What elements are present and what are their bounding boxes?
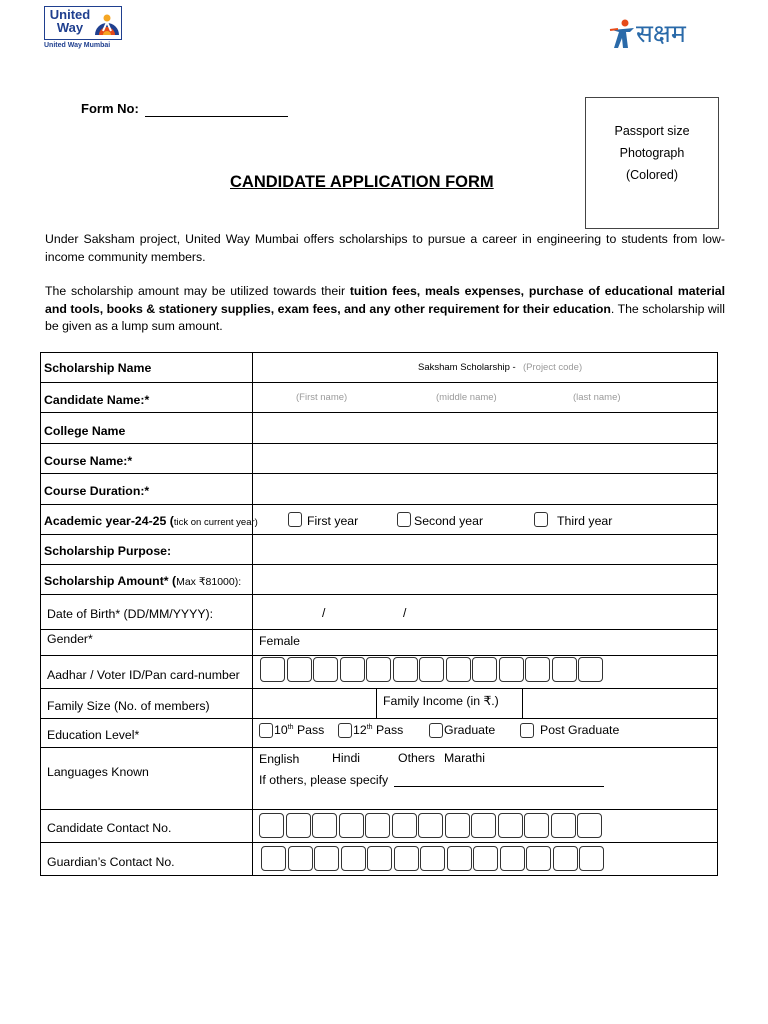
- college-name-label: College Name: [44, 424, 126, 438]
- guardian-contact-digit-box[interactable]: [473, 846, 498, 871]
- id-digit-box[interactable]: [340, 657, 365, 682]
- family-size-label: Family Size (No. of members): [47, 699, 210, 713]
- form-no-field[interactable]: [145, 116, 288, 117]
- guardian-contact-digit-box[interactable]: [526, 846, 551, 871]
- id-digit-box[interactable]: [419, 657, 444, 682]
- second-year-label: Second year: [414, 514, 484, 528]
- row-divider: [41, 747, 717, 748]
- row-divider: [41, 655, 717, 656]
- language-hindi[interactable]: Hindi: [332, 751, 361, 765]
- id-digit-box[interactable]: [393, 657, 418, 682]
- family-size-field[interactable]: [254, 689, 375, 717]
- row-divider: [41, 382, 717, 383]
- candidate-contact-digit-box[interactable]: [418, 813, 443, 838]
- twelfth-pass-label: [353, 723, 403, 737]
- united-way-line2: Way: [56, 20, 84, 35]
- candidate-name-label: Candidate Name:*: [44, 393, 150, 407]
- middle-name-field[interactable]: (middle name): [436, 392, 497, 403]
- candidate-contact-digit-box[interactable]: [551, 813, 576, 838]
- saksham-figure-icon: [608, 18, 638, 50]
- united-way-logo: [44, 6, 124, 54]
- languages-specify-field[interactable]: [394, 786, 604, 787]
- scholarship-name-label: Scholarship Name: [44, 361, 152, 375]
- row-divider: [41, 629, 717, 630]
- guardian-contact-digit-box[interactable]: [288, 846, 313, 871]
- candidate-contact-digit-box[interactable]: [471, 813, 496, 838]
- guardian-contact-digit-box[interactable]: [553, 846, 578, 871]
- candidate-contact-digit-box[interactable]: [498, 813, 523, 838]
- dob-label: Date of Birth* (DD/MM/YYYY):: [47, 607, 214, 621]
- candidate-contact-digit-box[interactable]: [339, 813, 364, 838]
- language-english[interactable]: English: [259, 752, 300, 766]
- first-year-label: First year: [307, 514, 359, 528]
- row-divider: [41, 809, 717, 810]
- guardian-contact-digit-box[interactable]: [420, 846, 445, 871]
- candidate-contact-digit-box[interactable]: [577, 813, 602, 838]
- saksham-logo: [608, 16, 703, 56]
- scholarship-amount-label: [44, 574, 241, 588]
- first-name-field[interactable]: (First name): [296, 392, 348, 403]
- academic-year-label-text: Academic year-24-25 (: [44, 514, 174, 528]
- candidate-contact-digit-box[interactable]: [445, 813, 470, 838]
- id-digit-box[interactable]: [313, 657, 338, 682]
- academic-year-label: [44, 514, 258, 528]
- scholarship-purpose-label: Scholarship Purpose:: [44, 544, 172, 558]
- id-digit-box[interactable]: [499, 657, 524, 682]
- saksham-wordmark: सक्षम: [636, 19, 686, 48]
- guardian-contact-digit-box[interactable]: [579, 846, 604, 871]
- languages-label: Languages Known: [47, 765, 149, 779]
- united-way-subtitle: United Way Mumbai: [44, 42, 111, 49]
- tenth-pass-checkbox[interactable]: [259, 723, 273, 738]
- third-year-label: Third year: [557, 514, 613, 528]
- course-duration-field[interactable]: [254, 474, 716, 503]
- tenth-num: 10: [274, 723, 288, 737]
- candidate-contact-digit-box[interactable]: [524, 813, 549, 838]
- united-way-wordmark: [47, 8, 93, 34]
- family-income-label: Family Income (in ₹.): [383, 694, 499, 708]
- scholarship-name-value: Saksham Scholarship -: [418, 362, 516, 373]
- usage-paragraph: [45, 283, 725, 336]
- course-name-label: Course Name:*: [44, 454, 133, 468]
- guardian-contact-digit-box[interactable]: [447, 846, 472, 871]
- photo-box-line2: Photograph: [619, 146, 685, 160]
- row-divider: [41, 594, 717, 595]
- id-digit-box[interactable]: [578, 657, 603, 682]
- row-divider: [41, 842, 717, 843]
- scholarship-purpose-field[interactable]: [254, 535, 716, 563]
- id-digit-box[interactable]: [552, 657, 577, 682]
- scholarship-amount-field[interactable]: [254, 565, 716, 593]
- photo-box-line3: (Colored): [625, 168, 679, 182]
- family-income-divider-left: [376, 688, 377, 718]
- family-income-divider-right: [522, 688, 523, 718]
- gender-value[interactable]: Female: [259, 634, 301, 648]
- graduate-checkbox[interactable]: [429, 723, 443, 738]
- id-digit-box[interactable]: [472, 657, 497, 682]
- united-way-line1: United: [49, 7, 91, 22]
- tenth-pass-label: [274, 723, 324, 737]
- gender-label: Gender*: [47, 632, 93, 646]
- family-income-field[interactable]: [524, 689, 716, 717]
- guardian-contact-digit-box[interactable]: [367, 846, 392, 871]
- post-graduate-checkbox[interactable]: [520, 723, 534, 738]
- candidate-contact-label: Candidate Contact No.: [47, 821, 172, 835]
- tenth-rest: Pass: [293, 723, 325, 737]
- form-title: CANDIDATE APPLICATION FORM: [230, 173, 494, 191]
- guardian-contact-digit-box[interactable]: [314, 846, 339, 871]
- candidate-contact-digit-box[interactable]: [286, 813, 311, 838]
- college-name-field[interactable]: [254, 413, 716, 442]
- id-digit-box[interactable]: [260, 657, 285, 682]
- course-name-field[interactable]: [254, 444, 716, 473]
- twelfth-rest: Pass: [372, 723, 404, 737]
- candidate-contact-digit-box[interactable]: [392, 813, 417, 838]
- united-way-logo-box: [44, 6, 122, 40]
- guardian-contact-digit-box[interactable]: [261, 846, 286, 871]
- scholarship-amount-label-text: Scholarship Amount* (: [44, 574, 177, 588]
- candidate-contact-digit-box[interactable]: [312, 813, 337, 838]
- guardian-contact-digit-box[interactable]: [394, 846, 419, 871]
- passport-photo-box[interactable]: [585, 97, 719, 229]
- usage-text-post: . The scholarship will be given as a lump sum amount.: [45, 301, 725, 333]
- id-digit-box[interactable]: [366, 657, 391, 682]
- candidate-contact-digit-box[interactable]: [365, 813, 390, 838]
- graduate-label: Graduate: [444, 723, 496, 737]
- dob-separator-1: /: [322, 606, 326, 620]
- education-level-label: Education Level*: [47, 728, 140, 742]
- intro-paragraph: Under Saksham project, United Way Mumbai offers scholarships to pursue a career in engineering to students from low-income community members.: [45, 232, 725, 264]
- language-others[interactable]: Others: [398, 751, 435, 765]
- guardian-contact-digit-box[interactable]: [500, 846, 525, 871]
- row-divider: [41, 718, 717, 719]
- twelfth-num: 12: [353, 723, 367, 737]
- tenth-sup: th: [287, 723, 294, 731]
- language-marathi[interactable]: Marathi: [444, 751, 486, 765]
- post-graduate-label: Post Graduate: [540, 723, 620, 737]
- first-year-checkbox[interactable]: [288, 512, 302, 527]
- course-duration-label: Course Duration:*: [44, 484, 150, 498]
- second-year-checkbox[interactable]: [397, 512, 411, 527]
- id-number-label: Aadhar / Voter ID/Pan card-number: [47, 668, 240, 682]
- scholarship-amount-hint: Max ₹81000):: [176, 576, 242, 588]
- usage-text-bold: tuition fees, meals expenses, purchase of educational material and tools, books & stationery supplies, exam fees, and any other requirement for their education: [45, 284, 725, 316]
- candidate-contact-digit-box[interactable]: [259, 813, 284, 838]
- id-digit-box[interactable]: [525, 657, 550, 682]
- photo-box-line1: Passport size: [614, 124, 690, 138]
- twelfth-sup: th: [366, 723, 373, 731]
- project-code-placeholder[interactable]: (Project code): [523, 362, 583, 373]
- third-year-checkbox[interactable]: [534, 512, 548, 527]
- guardian-contact-digit-box[interactable]: [341, 846, 366, 871]
- united-way-emblem-icon: [93, 9, 121, 37]
- twelfth-pass-checkbox[interactable]: [338, 723, 352, 738]
- column-divider: [252, 353, 253, 875]
- application-table: [40, 352, 718, 876]
- guardian-contact-label: Guardian’s Contact No.: [47, 855, 175, 869]
- row-divider: [41, 504, 717, 505]
- id-digit-box[interactable]: [287, 657, 312, 682]
- id-digit-box[interactable]: [446, 657, 471, 682]
- form-no-label: Form No:: [81, 101, 139, 116]
- usage-text-pre: The scholarship amount may be utilized towards their: [45, 284, 350, 298]
- academic-year-hint: tick on current year): [173, 517, 258, 528]
- dob-separator-2: /: [403, 606, 407, 620]
- languages-specify-label: If others, please specify: [259, 773, 389, 787]
- last-name-field[interactable]: (last name): [573, 392, 621, 403]
